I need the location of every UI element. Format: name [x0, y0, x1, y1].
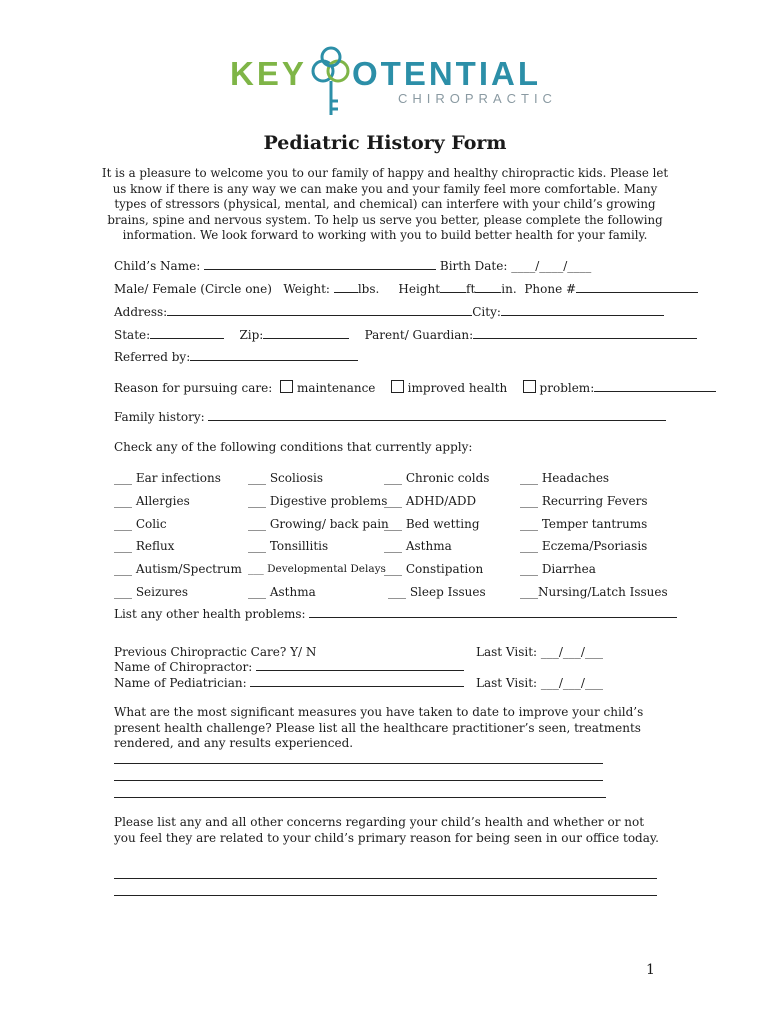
address-field[interactable]	[167, 306, 472, 316]
answer-line[interactable]	[114, 780, 603, 781]
pediatrician-row	[114, 676, 464, 690]
in-label: in.	[501, 282, 517, 296]
intro-paragraph: It is a pleasure to welcome you to our family of happy and healthy chiropractic kids. Please let us know if there is any way we can make you and your family feel more comfortable. Many types of stressors (physical, mental, and chemical) can interfere with your child’s growing brains, spine and nervous system. To help us serve you better, please complete the following information. We look forward to working with you to build better health for your family.	[101, 166, 669, 242]
condition-item[interactable]: ___ Sleep Issues	[388, 585, 486, 599]
condition-item[interactable]: ___ Scoliosis	[248, 471, 324, 485]
condition-item[interactable]: ___ Eczema/Psoriasis	[520, 539, 648, 553]
height-ft-field[interactable]	[440, 283, 466, 293]
last-visit-2[interactable]: Last Visit: ___/___/___	[476, 676, 603, 690]
answer-line[interactable]	[114, 878, 657, 879]
chiropractor-label: Name of Chiropractor:	[114, 660, 253, 674]
demographics-row	[114, 282, 698, 296]
maintenance-label: maintenance	[296, 381, 376, 395]
condition-item[interactable]: ___ ADHD/ADD	[384, 494, 477, 508]
referred-field[interactable]	[190, 351, 358, 361]
condition-item[interactable]: ___ Seizures	[114, 585, 189, 599]
ft-label: ft	[466, 282, 476, 296]
problem-label: problem:	[539, 381, 595, 395]
answer-line[interactable]	[114, 797, 606, 798]
family-history-field[interactable]	[208, 411, 666, 421]
family-history-label: Family history:	[114, 410, 205, 424]
other-problems-label: List any other health problems:	[114, 607, 306, 621]
chiropractor-row	[114, 660, 464, 674]
address-label: Address:	[114, 305, 168, 319]
logo-subtitle: CHIROPRACTIC	[398, 91, 557, 106]
height-label: Height	[398, 282, 441, 296]
sex-label[interactable]: Male/ Female (Circle one)	[114, 282, 272, 296]
condition-item[interactable]: ___ Chronic colds	[384, 471, 490, 485]
phone-field[interactable]	[576, 283, 698, 293]
condition-item[interactable]: ___ Growing/ back pain	[248, 517, 389, 531]
reason-row	[114, 380, 716, 395]
answer-line[interactable]	[114, 895, 657, 896]
condition-item[interactable]: ___ Digestive problems	[248, 494, 388, 508]
state-field[interactable]	[150, 329, 224, 339]
last-visit-1[interactable]: Last Visit: ___/___/___	[476, 645, 603, 659]
condition-item[interactable]: ___ Allergies	[114, 494, 190, 508]
parent-field[interactable]	[473, 329, 697, 339]
key-icon	[306, 43, 356, 118]
logo-potential-text: OTENTIAL	[352, 55, 541, 92]
condition-item[interactable]: ___ Asthma	[248, 585, 316, 599]
condition-item[interactable]: ___ Colic	[114, 517, 167, 531]
page-title: Pediatric History Form	[263, 132, 507, 154]
referred-row	[114, 350, 358, 364]
other-problems-field[interactable]	[309, 608, 677, 618]
zip-field[interactable]	[263, 329, 349, 339]
improved-health-label: improved health	[407, 381, 508, 395]
condition-item[interactable]: ___ Diarrhea	[520, 562, 596, 576]
referred-label: Referred by:	[114, 350, 191, 364]
weight-label: Weight:	[283, 282, 330, 296]
family-history-row	[114, 410, 666, 424]
city-field[interactable]	[501, 306, 664, 316]
question-concerns: Please list any and all other concerns regarding your child’s health and whether or not you feel they are related to your child’s primary reason for being seen in our office today.	[114, 815, 659, 845]
problem-checkbox[interactable]	[523, 380, 536, 393]
condition-item[interactable]: ___ Bed wetting	[384, 517, 480, 531]
parent-label: Parent/ Guardian:	[364, 328, 474, 342]
lbs-label: lbs.	[357, 282, 380, 296]
childs-name-row	[114, 259, 591, 273]
conditions-heading: Check any of the following conditions that currently apply:	[114, 440, 473, 454]
answer-line[interactable]	[114, 763, 603, 764]
prev-care-label[interactable]: Previous Chiropractic Care? Y/ N	[114, 645, 317, 659]
condition-item[interactable]: ___ Temper tantrums	[520, 517, 648, 531]
condition-item[interactable]: ___ Reflux	[114, 539, 175, 553]
pediatrician-field[interactable]	[250, 677, 464, 687]
condition-item[interactable]: ___ Autism/Spectrum	[114, 562, 242, 576]
problem-field[interactable]	[594, 382, 716, 392]
condition-item[interactable]: ___ Developmental Delays	[248, 563, 386, 575]
childs-name-field[interactable]	[204, 260, 436, 270]
state-label: State:	[114, 328, 151, 342]
other-problems-row	[114, 607, 677, 621]
height-in-field[interactable]	[475, 283, 501, 293]
condition-item[interactable]: ___ Recurring Fevers	[520, 494, 648, 508]
weight-field[interactable]	[334, 283, 358, 293]
condition-item[interactable]: ___ Ear infections	[114, 471, 221, 485]
maintenance-checkbox[interactable]	[280, 380, 293, 393]
condition-item[interactable]: ___ Tonsillitis	[248, 539, 329, 553]
address-row	[114, 305, 664, 319]
chiropractor-field[interactable]	[256, 661, 464, 671]
question-measures: What are the most significant measures you have taken to date to improve your child’s present health challenge? Please list all the healthcare practitioner’s seen, treatments rendered, and any results experienced.	[114, 705, 644, 750]
condition-item[interactable]: ___Nursing/Latch Issues	[520, 585, 668, 599]
condition-item[interactable]: ___ Asthma	[384, 539, 452, 553]
childs-name-label: Child’s Name:	[114, 259, 201, 273]
condition-item[interactable]: ___ Constipation	[384, 562, 484, 576]
city-label: City:	[472, 305, 501, 319]
birth-date-label: Birth Date: ____/____/____	[439, 259, 592, 273]
condition-item[interactable]: ___ Headaches	[520, 471, 610, 485]
zip-label: Zip:	[239, 328, 264, 342]
pediatrician-label: Name of Pediatrician:	[114, 676, 247, 690]
page-number: 1	[646, 962, 655, 978]
phone-label: Phone #	[524, 282, 577, 296]
reason-label: Reason for pursuing care:	[114, 381, 273, 395]
state-row	[114, 328, 697, 342]
logo-key-text: KEY	[230, 55, 307, 92]
improved-health-checkbox[interactable]	[391, 380, 404, 393]
